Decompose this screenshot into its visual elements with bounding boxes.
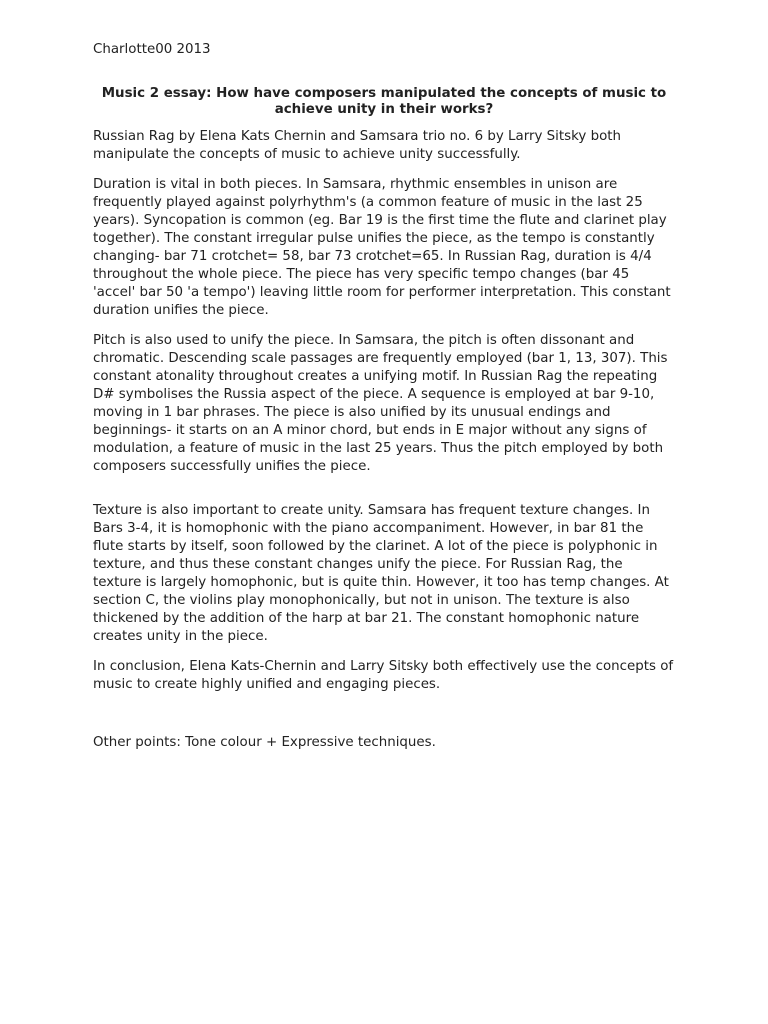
paragraph-other-points: Other points: Tone colour + Expressive techniques. bbox=[93, 735, 436, 750]
paragraph-duration: Duration is vital in both pieces. In Samsara, rhythmic ensembles in unison are frequently played against polyrhythm's (a common feature of music in the last 25 years). Syncopation is common (eg. Bar 19 is the first time the flute and clarinet play together). The constant irregular pulse unifies the piece, as the tempo is constantly changing- bar 71 crotchet= 58, bar 73 crotchet=65. In Russian Rag, duration is 4/4 throughout the whole piece. The piece has very specific tempo changes (bar 45 'accel' bar 50 'a tempo') leaving little room for performer interpretation. This constant duration unifies the piece. bbox=[93, 177, 671, 318]
paragraph-pitch: Pitch is also used to unify the piece. In Samsara, the pitch is often dissonant and chromatic. Descending scale passages are frequently employed (bar 1, 13, 307). This constant atonality throughout creates a unifying motif. In Russian Rag the repeating D# symbolises the Russia aspect of the piece. A sequence is employed at bar 9-10, moving in 1 bar phrases. The piece is also unified by its unusual endings and beginnings- it starts on an A minor chord, but ends in E major without any signs of modulation, a feature of music in the last 25 years. Thus the pitch employed by both composers successfully unifies the piece. bbox=[93, 333, 668, 474]
document-header: Charlotte00 2013 bbox=[93, 42, 211, 57]
paragraph-intro: Russian Rag by Elena Kats Chernin and Samsara trio no. 6 by Larry Sitsky both manipulate the concepts of music to achieve unity successfully. bbox=[93, 129, 622, 162]
paragraph-texture: Texture is also important to create unity. Samsara has frequent texture changes. In Bars 3-4, it is homophonic with the piano accompaniment. However, in bar 81 the flute starts by itself, soon followed by the clarinet. A lot of the piece is polyphonic in texture, and thus these constant changes unify the piece. For Russian Rag, the texture is largely homophonic, but is quite thin. However, it too has temp changes. At section C, the violins play monophonically, but not in unison. The texture is also thickened by the addition of the harp at bar 21. The constant homophonic nature creates unity in the piece. bbox=[93, 503, 669, 644]
paragraph-conclusion: In conclusion, Elena Kats-Chernin and Larry Sitsky both effectively use the concepts of music to create highly unified and engaging pieces. bbox=[93, 659, 674, 692]
document-page bbox=[93, 40, 675, 764]
essay-title: Music 2 essay: How have composers manipulated the concepts of music to achieve unity in their works? bbox=[101, 86, 667, 117]
